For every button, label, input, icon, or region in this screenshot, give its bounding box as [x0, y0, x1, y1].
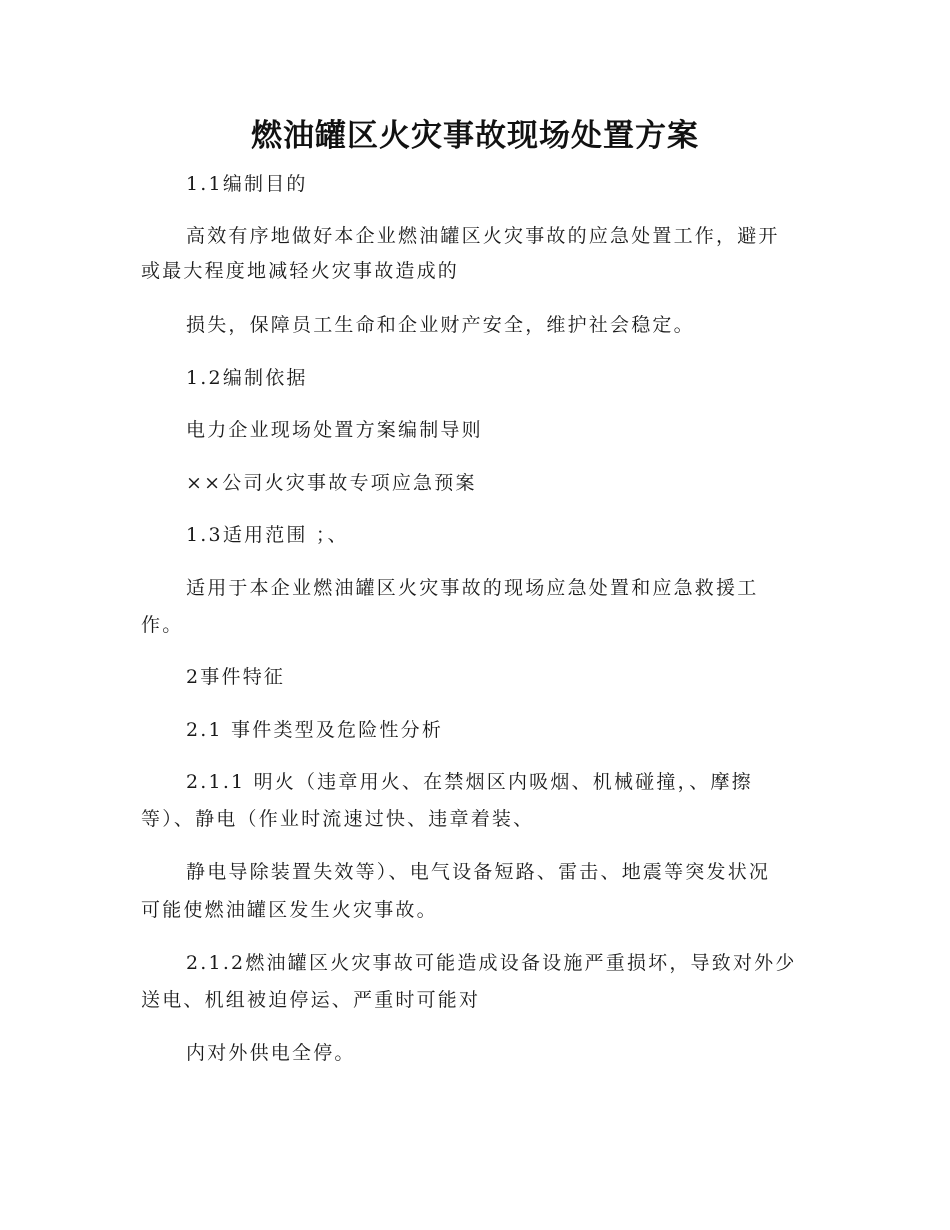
section-heading-1-2: 1.2编制依据	[186, 367, 308, 389]
paragraph-line: 或最大程度地减轻火灾事故造成的	[141, 260, 460, 282]
section-heading-2-1: 2.1 事件类型及危险性分析	[186, 719, 444, 741]
paragraph-line: ××公司火灾事故专项应急预案	[186, 472, 477, 494]
section-heading-1-1: 1.1编制目的	[186, 173, 308, 195]
paragraph-line: 作。	[141, 614, 184, 636]
paragraph-line: 电力企业现场处置方案编制导则	[186, 419, 483, 441]
document-title: 燃油罐区火灾事故现场处置方案	[251, 118, 699, 154]
paragraph-line: 适用于本企业燃油罐区火灾事故的现场应急处置和应急救援工	[186, 577, 759, 599]
paragraph-line: 2.1.1 明火（违章用火、在禁烟区内吸烟、机械碰撞，、摩擦	[186, 771, 753, 793]
paragraph-line: 送电、机组被迫停运、严重时可能对	[141, 989, 481, 1011]
paragraph-line: 高效有序地做好本企业燃油罐区火灾事故的应急处置工作，避开	[186, 225, 780, 247]
section-heading-2: 2事件特征	[186, 666, 286, 688]
paragraph-line: 损失，保障员工生命和企业财产安全，维护社会稳定。	[186, 314, 695, 336]
paragraph-line: 等）、静电（作业时流速过快、违章着装、	[141, 808, 535, 830]
paragraph-line: 内对外供电全停。	[186, 1042, 356, 1064]
paragraph-line: 可能使燃油罐区发生火灾事故。	[141, 899, 438, 921]
paragraph-line: 2.1.2燃油罐区火灾事故可能造成设备设施严重损坏，导致对外少	[186, 952, 797, 974]
section-heading-1-3: 1.3适用范围 ；、	[186, 524, 349, 546]
paragraph-line: 静电导除装置失效等）、电气设备短路、雷击、地震等突发状况	[186, 861, 771, 883]
